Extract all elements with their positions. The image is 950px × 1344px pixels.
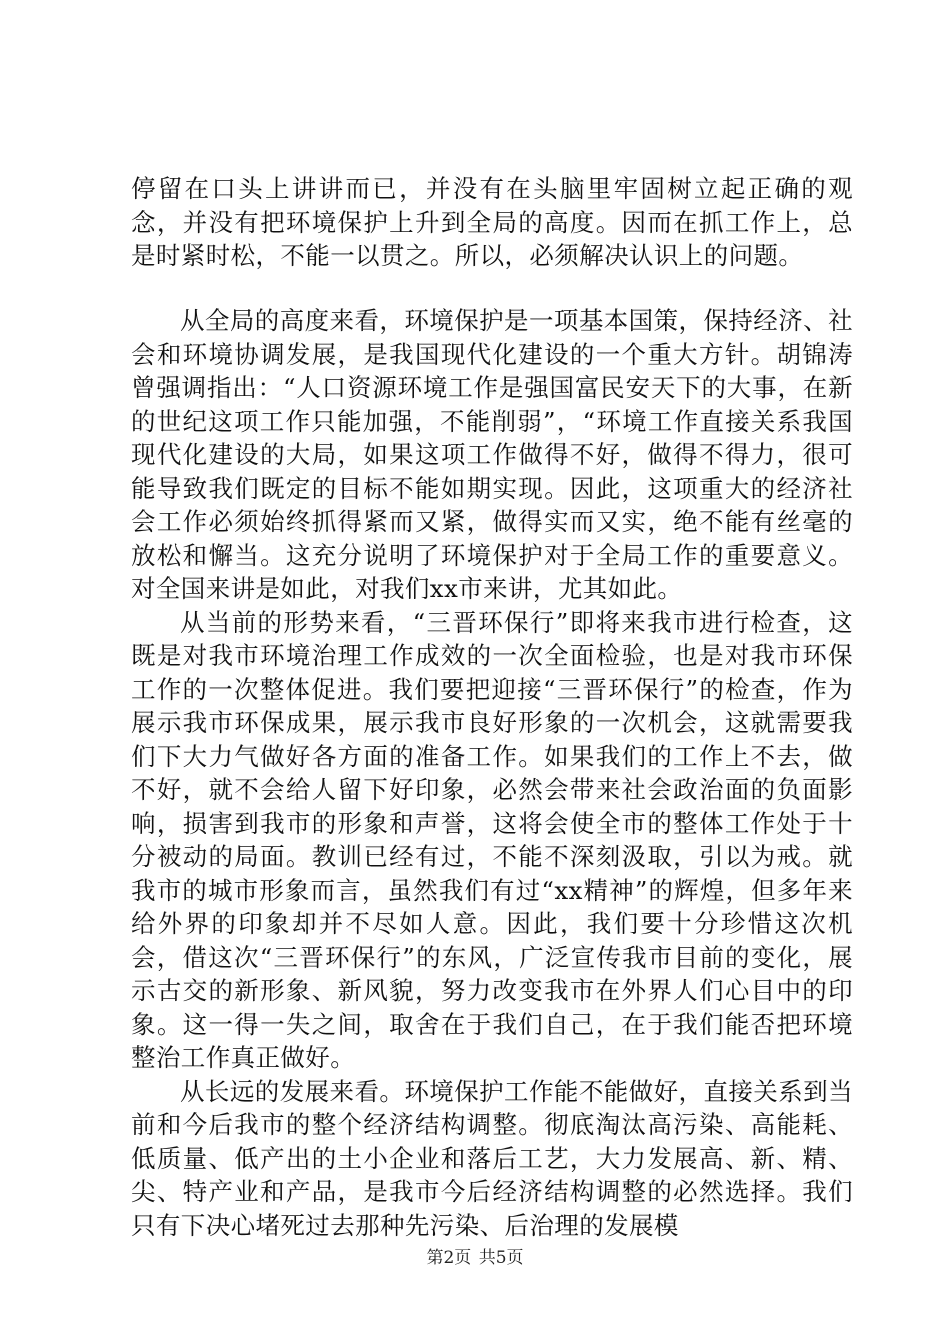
page-total: 共5页: [478, 1248, 524, 1268]
paragraph: 从全局的高度来看，环境保护是一项基本国策，保持经济、社会和环境协调发展，是我国现代化建设的一个重大方针。胡锦涛曾强调指出：“人口资源环境工作是强国富民安天下的大事，在新的世纪这项工作只能加强，不能削弱”，“环境工作直接关系我国现代化建设的大局，如果这项工作做得不好，做得不得力，很可能导致我们既定的目标不能如期实现。因此，这项重大的经济社会工作必须始终抓得紧而又紧，做得实而又实，绝不能有丝毫的放松和懈当。这充分说明了环境保护对于全局工作的重要意义。对全国来讲是如此，对我们xx市来讲，尤其如此。: [131, 306, 853, 603]
paragraph-continuation: 停留在口头上讲讲而已，并没有在头脑里牢固树立起正确的观念，并没有把环境保护上升到全局的高度。因而在抓工作上，总是时紧时松，不能一以贯之。所以，必须解决认识上的问题。: [131, 174, 853, 270]
paragraph: 从长远的发展来看。环境保护工作能不能做好，直接关系到当前和今后我市的整个经济结构调整。彻底淘汰高污染、高能耗、低质量、低产出的土小企业和落后工艺，大力发展高、新、精、尖、特产业和产品，是我市今后经济结构调整的必然选择。我们只有下决心堵死过去那种先污染、后治理的发展模: [131, 1076, 853, 1240]
page-footer: [0, 1243, 950, 1268]
paragraph: 从当前的形势来看，“三晋环保行”即将来我市进行检查，这既是对我市环境治理工作成效的一次全面检验，也是对我市环保工作的一次整体促进。我们要把迎接“三晋环保行”的检查，作为展示我市环保成果，展示我市良好形象的一次机会，这就需要我们下大力气做好各方面的准备工作。如果我们的工作上不去，做不好，就不会给人留下好印象，必然会带来社会政治面的负面影响，损害到我市的形象和声誉，这将会使全市的整体工作处于十分被动的局面。教训已经有过，不能不深刻汲取，引以为戒。就我市的城市形象而言，虽然我们有过“xx精神”的辉煌，但多年来给外界的印象却并不尽如人意。因此，我们要十分珍惜这次机会，借这次“三晋环保行”的东风，广泛宣传我市目前的变化，展示古交的新形象、新风貌，努力改变我市在外界人们心目中的印象。这一得一失之间，取舍在于我们自己，在于我们能否把环境整治工作真正做好。: [131, 607, 853, 1072]
document-body: [131, 304, 853, 1242]
page-number: 第2页: [426, 1248, 472, 1268]
document-body-top: [131, 172, 853, 273]
